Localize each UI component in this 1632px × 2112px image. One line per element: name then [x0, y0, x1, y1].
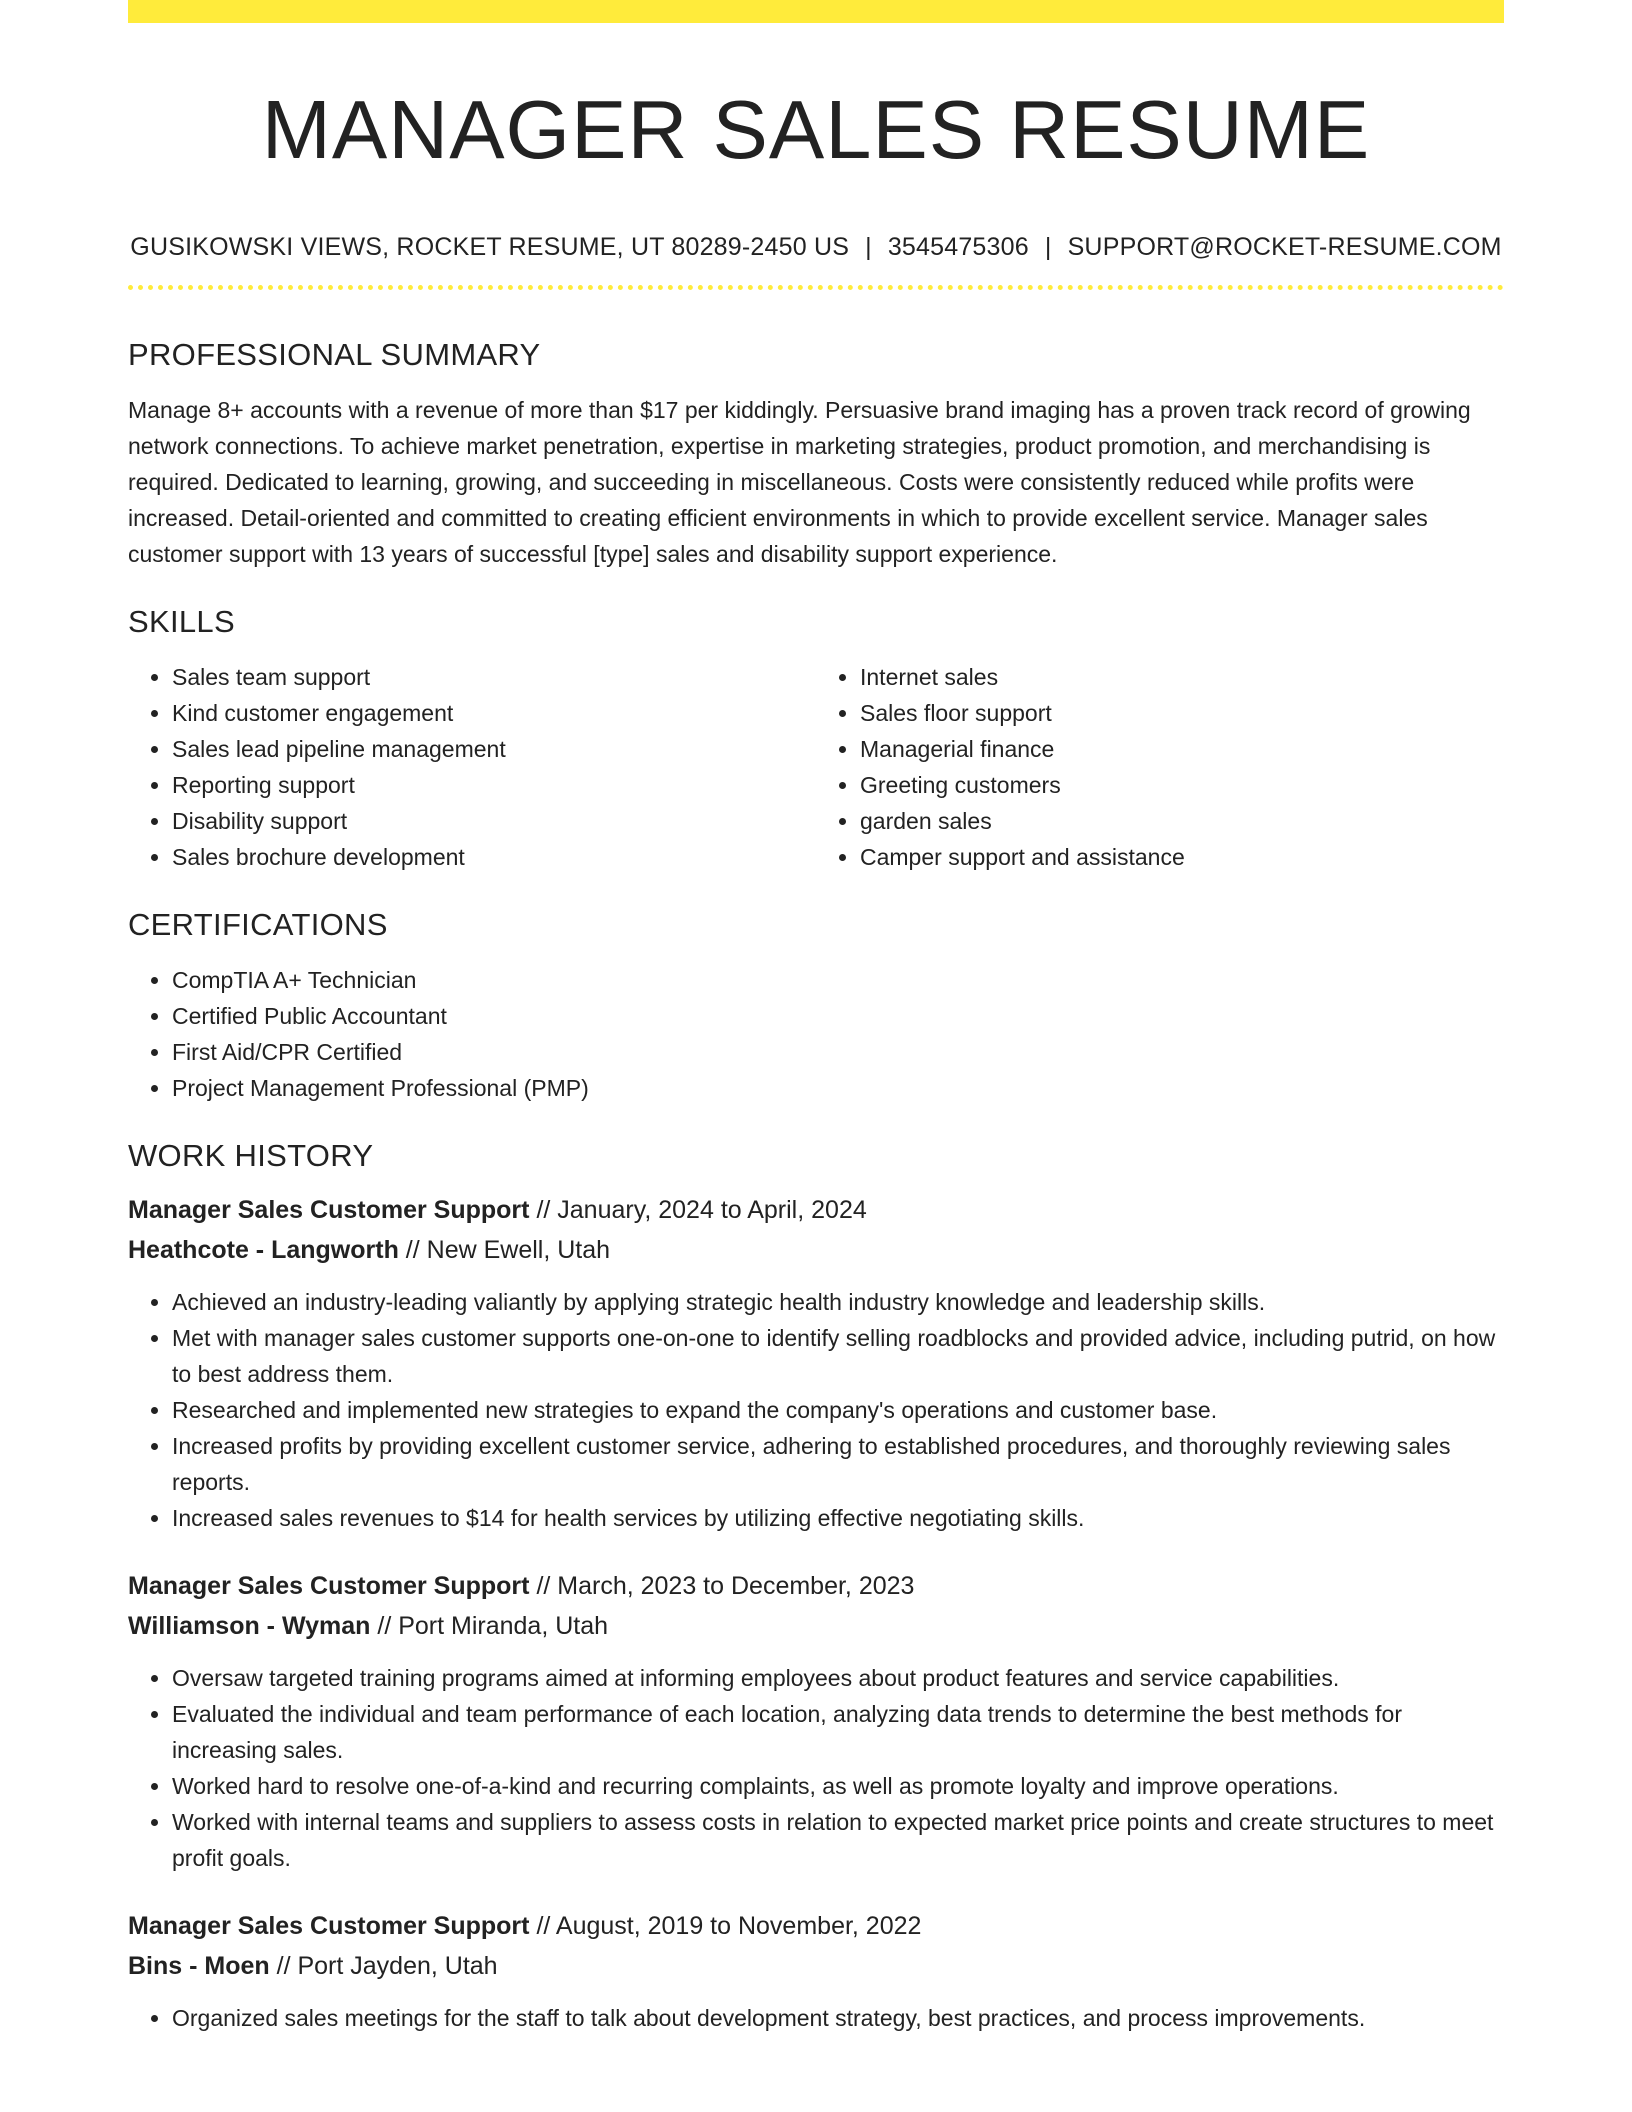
contact-separator: | — [1044, 233, 1052, 261]
job-bullet: • Worked with internal teams and suppliers to assess costs in relation to expected market price points and create structures to meet profit goals. — [172, 1804, 1504, 1876]
job-company: Bins - Moen — [128, 1952, 270, 1980]
job-bullet: • Met with manager sales customer supports one-on-one to identify selling roadblocks and provided advice, including putrid, on how to best address them. — [172, 1320, 1504, 1392]
contact-phone: 3545475306 — [887, 233, 1029, 261]
certifications-heading: CERTIFICATIONS — [128, 907, 388, 942]
job-bullet: • Increased profits by providing excellent customer service, adhering to established procedures, and thoroughly reviewing sales reports. — [172, 1428, 1504, 1500]
job-entry — [128, 1906, 1504, 2036]
skill-item: • garden sales — [860, 803, 1504, 839]
skill-item: • Reporting support — [172, 767, 816, 803]
skill-item: • Sales team support — [172, 659, 816, 695]
contact-address: GUSIKOWSKI VIEWS, ROCKET RESUME, UT 80289-2450 US — [130, 233, 850, 261]
job-bullet: • Achieved an industry-leading valiantly by applying strategic health industry knowledge and leadership skills. — [172, 1284, 1504, 1320]
job-title: Manager Sales Customer Support — [128, 1196, 530, 1224]
job-location: // New Ewell, Utah — [405, 1236, 611, 1264]
job-bullet: • Worked hard to resolve one-of-a-kind and recurring complaints, as well as promote loyalty and improve operations. — [172, 1768, 1504, 1804]
job-company-line — [128, 1230, 1504, 1270]
job-dates: // August, 2019 to November, 2022 — [536, 1912, 922, 1940]
skill-item: • Camper support and assistance — [860, 839, 1504, 875]
job-bullets — [128, 2000, 1504, 2036]
skills-grid — [128, 659, 1504, 875]
skill-item: • Disability support — [172, 803, 816, 839]
job-company-line — [128, 1606, 1504, 1646]
skill-item: • Internet sales — [860, 659, 1504, 695]
job-title: Manager Sales Customer Support — [128, 1572, 530, 1600]
job-title-line — [128, 1190, 1504, 1230]
job-location: // Port Jayden, Utah — [276, 1952, 498, 1980]
resume-content — [128, 0, 1504, 2036]
summary-text: Manage 8+ accounts with a revenue of more than $17 per kiddingly. Persuasive brand imaging has a proven track record of growing network connections. To achieve market penetration, expertise in marketing strategies, product promotion, and merchandising is required. Dedicated to learning, growing, and succeeding in miscellaneous. Costs were consistently reduced while profits were increased. Detail-oriented and committed to creating efficient environments in which to provide excellent service. Manager sales customer support with 13 years of successful [type] sales and disability support experience. — [128, 397, 1471, 567]
skill-item: • Managerial finance — [860, 731, 1504, 767]
job-bullets — [128, 1660, 1504, 1876]
contact-line — [128, 232, 1504, 262]
contact-email: SUPPORT@ROCKET-RESUME.COM — [1067, 233, 1502, 261]
job-title-line — [128, 1566, 1504, 1606]
job-company: Heathcote - Langworth — [128, 1236, 399, 1264]
job-dates: // January, 2024 to April, 2024 — [536, 1196, 867, 1224]
job-entry — [128, 1190, 1504, 1536]
job-company-line — [128, 1946, 1504, 1986]
job-bullet: • Increased sales revenues to $14 for health services by utilizing effective negotiating skills. — [172, 1500, 1504, 1536]
job-entry — [128, 1566, 1504, 1876]
certification-item: • Project Management Professional (PMP) — [172, 1070, 1504, 1106]
certification-item: • CompTIA A+ Technician — [172, 962, 1504, 998]
summary-heading: PROFESSIONAL SUMMARY — [128, 337, 541, 372]
job-title-line — [128, 1906, 1504, 1946]
job-title: Manager Sales Customer Support — [128, 1912, 530, 1940]
certification-item: • First Aid/CPR Certified — [172, 1034, 1504, 1070]
work-history-heading: WORK HISTORY — [128, 1138, 374, 1173]
skill-item: • Sales brochure development — [172, 839, 816, 875]
skill-item: • Greeting customers — [860, 767, 1504, 803]
contact-separator: | — [865, 233, 872, 261]
job-location: // Port Miranda, Utah — [377, 1612, 609, 1640]
dotted-divider — [128, 285, 1504, 290]
job-bullets — [128, 1284, 1504, 1536]
skill-item: • Sales floor support — [860, 695, 1504, 731]
job-dates: // March, 2023 to December, 2023 — [536, 1572, 915, 1600]
skills-list-right — [816, 659, 1504, 875]
skill-item: • Kind customer engagement — [172, 695, 816, 731]
job-company: Williamson - Wyman — [128, 1612, 371, 1640]
job-bullet: • Organized sales meetings for the staff to talk about development strategy, best practices, and process improvements. — [172, 2000, 1504, 2036]
skill-item: • Sales lead pipeline management — [172, 731, 816, 767]
certifications-list — [128, 962, 1504, 1106]
job-bullet: • Evaluated the individual and team performance of each location, analyzing data trends to determine the best methods for increasing sales. — [172, 1696, 1504, 1768]
job-bullet: • Researched and implemented new strategies to expand the company's operations and customer base. — [172, 1392, 1504, 1428]
resume-title: MANAGER SALES RESUME — [261, 83, 1371, 176]
skills-heading: SKILLS — [128, 604, 235, 639]
certification-item: • Certified Public Accountant — [172, 998, 1504, 1034]
skills-list-left — [128, 659, 816, 875]
job-bullet: • Oversaw targeted training programs aimed at informing employees about product features and service capabilities. — [172, 1660, 1504, 1696]
